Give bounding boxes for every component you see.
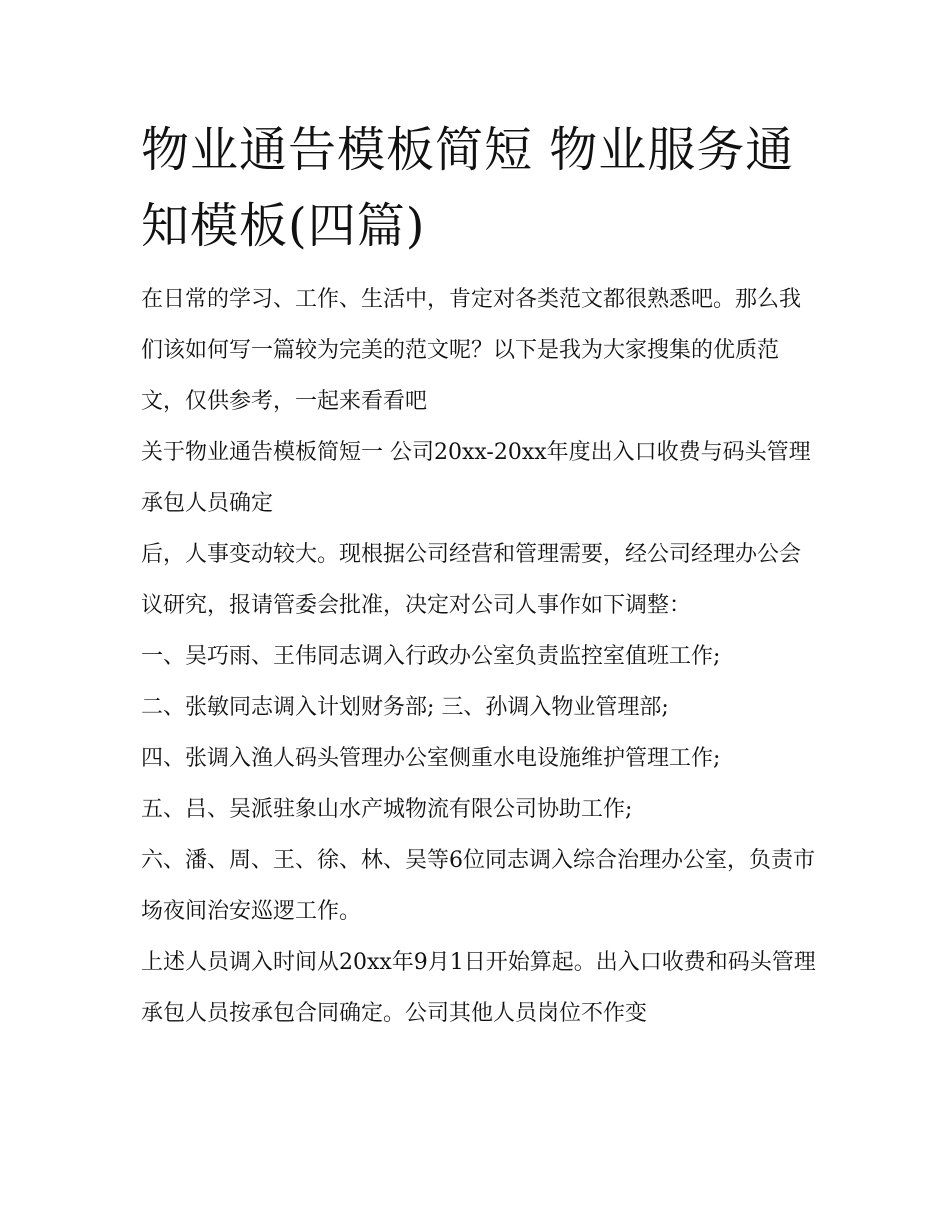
list-item-5: 五、吕、吴派驻象山水产城物流有限公司协助工作; xyxy=(141,797,633,822)
document-title: 物业通告模板简短 物业服务通知模板(四篇) xyxy=(141,122,795,254)
intro-paragraph: 在日常的学习、工作、生活中，肯定对各类范文都很熟悉吧。那么我们该如何写一篇较为完美的范文呢？以下是我为大家搜集的优质范文，仅供参考，一起来看看吧 xyxy=(141,287,802,414)
list-item-2-3: 二、张敏同志调入计划财务部; 三、孙调入物业管理部; xyxy=(141,695,669,720)
list-item-6: 六、潘、周、王、徐、林、吴等6位同志调入综合治理办公室，负责市场夜间治安巡逻工作。 xyxy=(141,848,815,924)
closing-paragraph: 上述人员调入时间从20xx年9月1日开始算起。出入口收费和码头管理承包人员按承包合同确定。公司其他人员岗位不作变 xyxy=(141,950,816,1026)
list-item-1: 一、吴巧雨、王伟同志调入行政办公室负责监控室值班工作; xyxy=(141,644,721,669)
section-heading-paragraph: 关于物业通告模板简短一 公司20xx-20xx年度出入口收费与码头管理承包人员确定 xyxy=(141,440,811,516)
document-body xyxy=(141,274,821,1039)
list-item-4: 四、张调入渔人码头管理办公室侧重水电设施维护管理工作; xyxy=(141,746,721,771)
adjustment-intro-paragraph: 后，人事变动较大。现根据公司经营和管理需要，经公司经理办公会议研究，报请管委会批准，决定对公司人事作如下调整： xyxy=(141,542,802,618)
